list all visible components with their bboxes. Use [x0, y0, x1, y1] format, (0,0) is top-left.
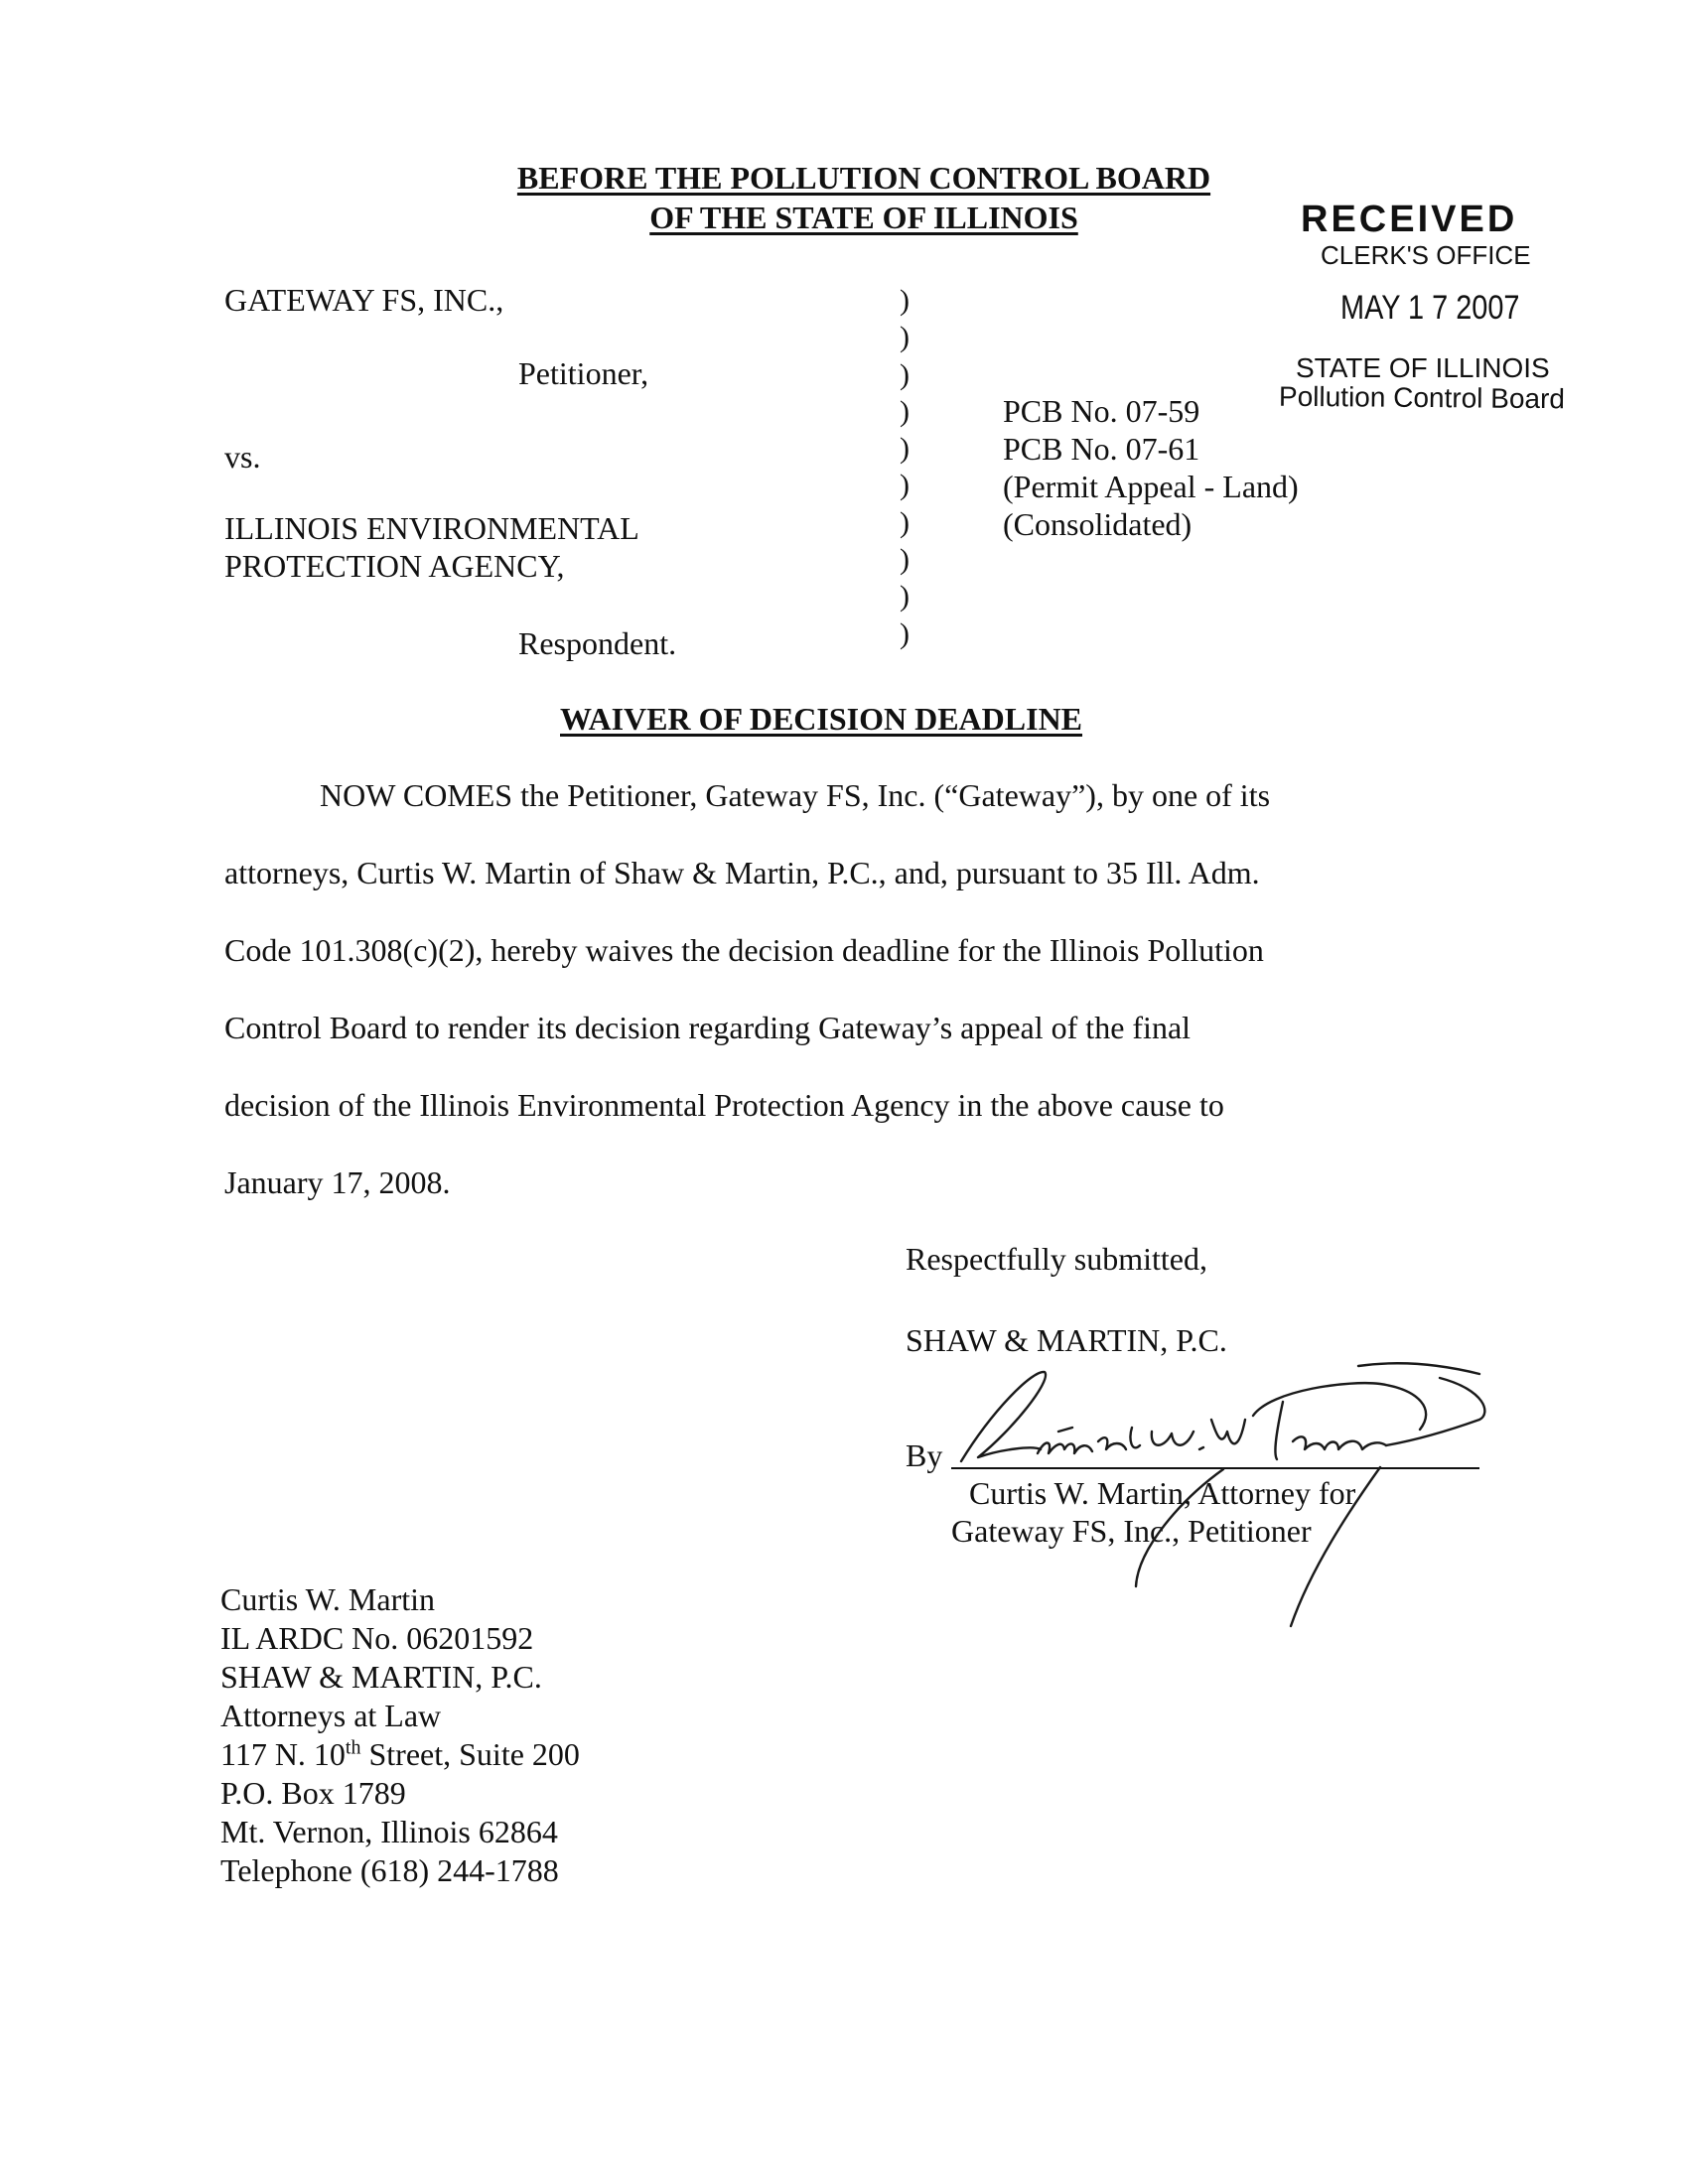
- case-number-1: PCB No. 07-59: [1003, 393, 1200, 429]
- caption-paren: ): [900, 616, 910, 650]
- street-name: Street, Suite 200: [360, 1736, 580, 1772]
- body-line-5: decision of the Illinois Environmental Protection Agency in the above cause to: [224, 1087, 1224, 1123]
- address-firm: SHAW & MARTIN, P.C.: [220, 1659, 542, 1695]
- street-number: 117 N. 10: [220, 1736, 346, 1772]
- respondent-role: Respondent.: [518, 625, 677, 661]
- case-type: (Permit Appeal - Land): [1003, 469, 1299, 504]
- body-line-1: NOW COMES the Petitioner, Gateway FS, Inc. (“Gateway”), by one of its: [320, 777, 1271, 813]
- petitioner-name: GATEWAY FS, INC.,: [224, 282, 504, 318]
- respondent-name-line-1: ILLINOIS ENVIRONMENTAL: [224, 510, 639, 546]
- closing-text: Respectfully submitted,: [906, 1241, 1207, 1277]
- caption-paren: ): [900, 284, 910, 317]
- body-line-2: attorneys, Curtis W. Martin of Shaw & Martin, P.C., and, pursuant to 35 Ill. Adm.: [224, 855, 1260, 890]
- address-title: Attorneys at Law: [220, 1698, 442, 1733]
- address-ardc: IL ARDC No. 06201592: [220, 1620, 534, 1656]
- stamp-board: Pollution Control Board: [1278, 380, 1566, 415]
- handwritten-signature: [884, 1350, 1509, 1628]
- case-number-2: PCB No. 07-61: [1003, 431, 1200, 467]
- stamp-state: STATE OF ILLINOIS: [1296, 352, 1550, 383]
- caption-paren: ): [900, 543, 910, 577]
- caption-paren: ): [900, 357, 910, 391]
- respondent-name-line-2: PROTECTION AGENCY,: [224, 548, 565, 584]
- petitioner-role: Petitioner,: [518, 355, 649, 391]
- stamp-date: MAY 1 7 2007: [1340, 289, 1520, 327]
- street-ordinal-suffix: th: [345, 1736, 361, 1759]
- body-line-6: January 17, 2008.: [224, 1164, 451, 1200]
- caption-paren: ): [900, 505, 910, 539]
- caption-paren: ): [900, 469, 910, 502]
- document-title: WAIVER OF DECISION DEADLINE: [560, 701, 1083, 737]
- versus-label: vs.: [224, 439, 261, 475]
- signer-line-1: Curtis W. Martin, Attorney for: [969, 1475, 1356, 1511]
- address-name: Curtis W. Martin: [220, 1581, 436, 1617]
- address-street: [220, 1735, 580, 1774]
- caption-paren: ): [900, 580, 910, 614]
- stamp-received: RECEIVED: [1301, 199, 1518, 240]
- caption-paren: ): [900, 432, 910, 466]
- stamp-clerks-office: CLERK'S OFFICE: [1321, 240, 1531, 270]
- case-status: (Consolidated): [1003, 506, 1193, 542]
- header-line-1: BEFORE THE POLLUTION CONTROL BOARD: [516, 160, 1211, 196]
- signer-line-2: Gateway FS, Inc., Petitioner: [951, 1513, 1312, 1549]
- header-line-2: OF THE STATE OF ILLINOIS: [649, 200, 1078, 235]
- body-line-3: Code 101.308(c)(2), hereby waives the decision deadline for the Illinois Pollution: [224, 932, 1264, 968]
- body-line-4: Control Board to render its decision regarding Gateway’s appeal of the final: [224, 1010, 1192, 1045]
- address-city: Mt. Vernon, Illinois 62864: [220, 1814, 558, 1849]
- caption-paren: ): [900, 394, 910, 428]
- caption-paren: ): [900, 321, 910, 354]
- address-phone: Telephone (618) 244-1788: [220, 1852, 559, 1888]
- caption-paren-column: [900, 282, 919, 652]
- address-po-box: P.O. Box 1789: [220, 1775, 406, 1811]
- signature-firm: SHAW & MARTIN, P.C.: [906, 1322, 1227, 1358]
- signature-by-label: By: [906, 1437, 943, 1473]
